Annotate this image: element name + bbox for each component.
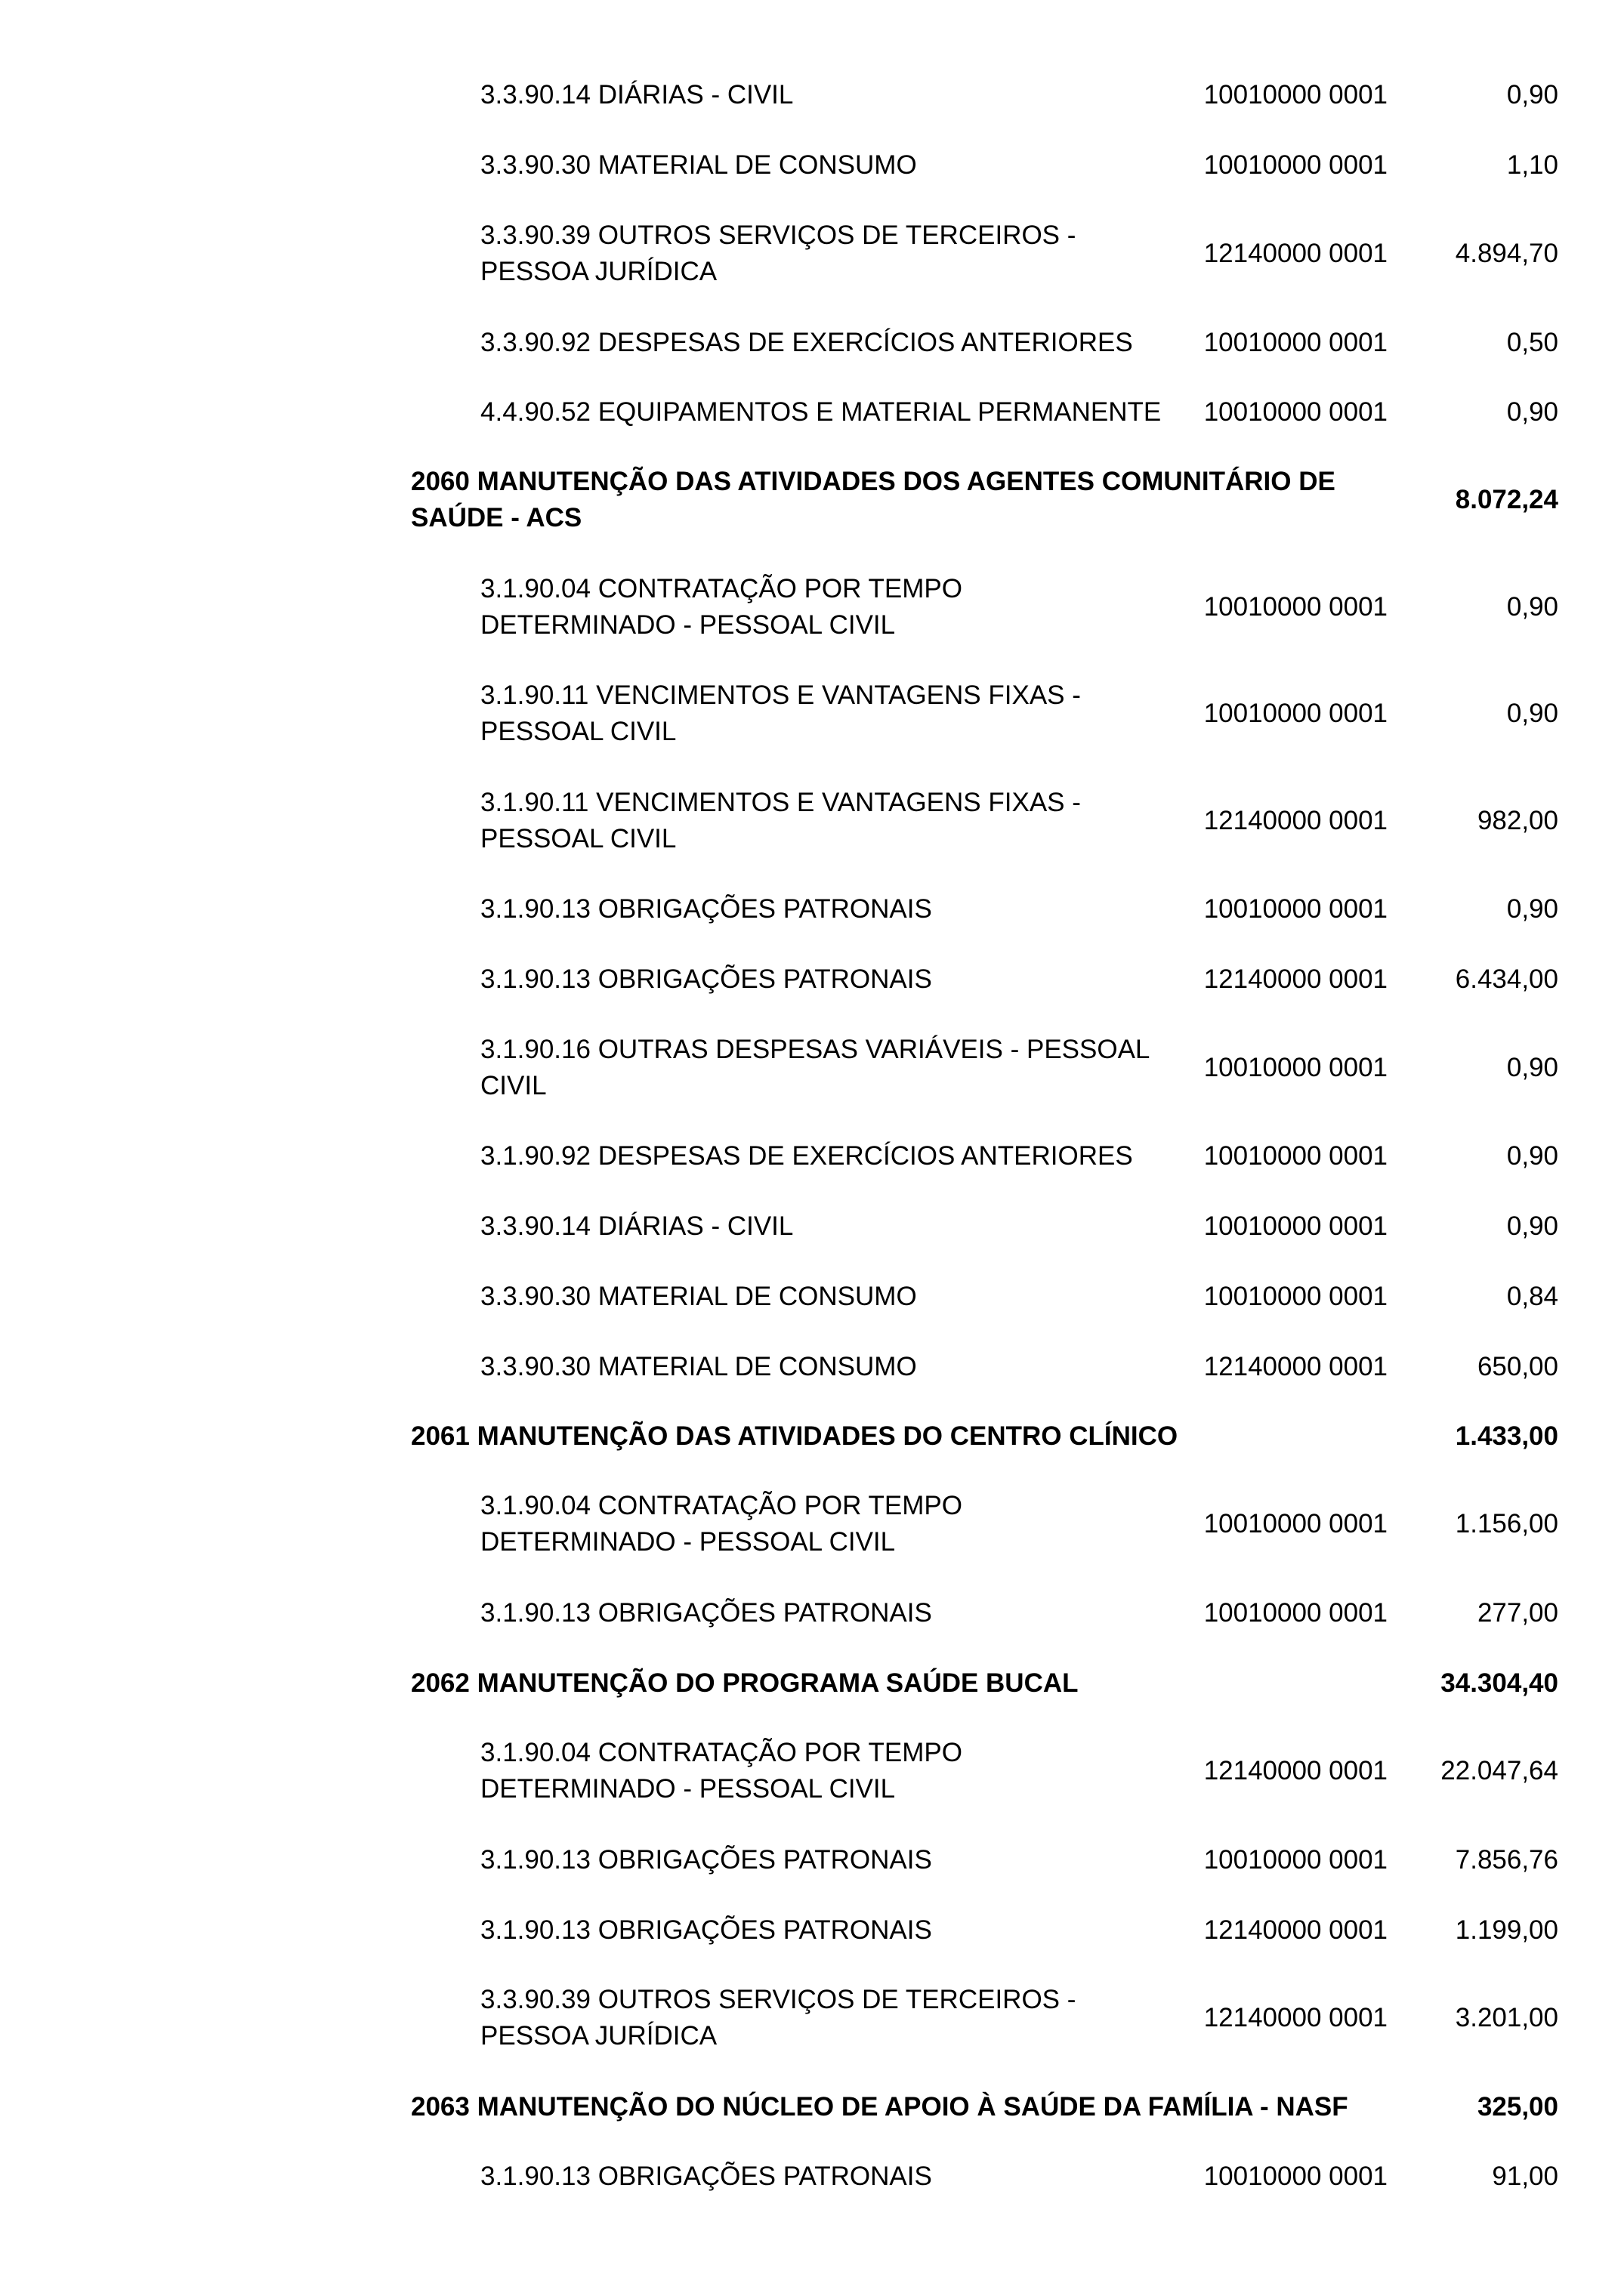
description-text: OUTROS SERVIÇOS DE TERCEIROS - xyxy=(597,221,1076,250)
resource-source: 10010000 0001 xyxy=(1203,1845,1388,1875)
description-line xyxy=(480,891,1198,927)
section-total: 325,00 xyxy=(1477,2092,1558,2122)
resource-source: 12140000 0001 xyxy=(1203,1756,1388,1785)
expense-code: 4.4.90.52 xyxy=(480,397,591,427)
resource-source: 10010000 0001 xyxy=(1203,2162,1388,2191)
expense-description xyxy=(480,325,1198,361)
resource-source: 10010000 0001 xyxy=(1203,80,1388,110)
expense-value: 0,90 xyxy=(1506,1053,1558,1082)
description-text: MANUTENÇÃO DO PROGRAMA SAÚDE BUCAL xyxy=(477,1668,1079,1698)
expense-description xyxy=(480,2159,1198,2195)
description-text: EQUIPAMENTOS E MATERIAL PERMANENTE xyxy=(597,397,1162,427)
expense-row xyxy=(0,394,1624,430)
expense-code: 3.3.90.92 xyxy=(480,328,591,357)
description-line xyxy=(480,1208,1198,1245)
expense-description xyxy=(480,1138,1198,1174)
description-line xyxy=(411,1665,1393,1702)
expense-code: 3.3.90.14 xyxy=(480,1211,591,1241)
description-line xyxy=(480,77,1198,113)
expense-code: 3.3.90.30 xyxy=(480,1352,591,1381)
description-line xyxy=(480,147,1198,184)
expense-code: 3.3.90.14 xyxy=(480,80,591,110)
expense-description xyxy=(480,1279,1198,1315)
expense-code: 3.1.90.13 xyxy=(480,1598,591,1628)
expense-value: 0,90 xyxy=(1506,1211,1558,1241)
description-line xyxy=(480,1068,1198,1104)
description-line xyxy=(480,2018,1198,2054)
description-text: CONTRATAÇÃO POR TEMPO xyxy=(597,1738,962,1767)
expense-description xyxy=(480,571,1198,643)
resource-source: 10010000 0001 xyxy=(1203,894,1388,924)
expense-code: 3.1.90.13 xyxy=(480,2162,591,2191)
expense-description xyxy=(480,1349,1198,1385)
description-line xyxy=(480,2159,1198,2195)
description-text: MANUTENÇÃO DO NÚCLEO DE APOIO À SAÚDE DA FAMÍLIA - NASF xyxy=(477,2092,1348,2122)
resource-source: 10010000 0001 xyxy=(1203,328,1388,357)
resource-source: 10010000 0001 xyxy=(1203,1053,1388,1082)
description-text: OBRIGAÇÕES PATRONAIS xyxy=(597,894,932,924)
expense-code: 3.3.90.30 xyxy=(480,150,591,180)
expense-row xyxy=(0,1982,1624,2054)
section-title xyxy=(411,1665,1393,1702)
description-text: VENCIMENTOS E VANTAGENS FIXAS - xyxy=(596,680,1081,710)
expense-description xyxy=(480,1208,1198,1245)
expense-value: 0,90 xyxy=(1506,80,1558,110)
expense-row xyxy=(0,1208,1624,1245)
resource-source: 12140000 0001 xyxy=(1203,806,1388,835)
expense-description xyxy=(480,1842,1198,1878)
description-text: OBRIGAÇÕES PATRONAIS xyxy=(597,2162,932,2191)
expense-description xyxy=(480,1735,1198,1807)
description-text: PESSOAL CIVIL xyxy=(480,824,677,853)
resource-source: 10010000 0001 xyxy=(1203,1141,1388,1171)
expense-code: 3.1.90.13 xyxy=(480,964,591,994)
expense-value: 0,90 xyxy=(1506,1141,1558,1171)
description-line xyxy=(480,1349,1198,1385)
expense-description xyxy=(480,1488,1198,1560)
description-line xyxy=(480,1982,1198,2018)
expense-value: 3.201,00 xyxy=(1455,2003,1558,2032)
description-line xyxy=(411,464,1393,500)
action-code: 2061 xyxy=(411,1421,470,1451)
expense-description xyxy=(480,1032,1198,1104)
expense-code: 3.1.90.04 xyxy=(480,1491,591,1520)
expense-description xyxy=(480,77,1198,113)
section-title xyxy=(411,1418,1393,1455)
description-text: OBRIGAÇÕES PATRONAIS xyxy=(597,1845,932,1875)
expense-code: 3.3.90.39 xyxy=(480,1985,591,2014)
description-text: OBRIGAÇÕES PATRONAIS xyxy=(597,964,932,994)
description-line xyxy=(480,1138,1198,1174)
resource-source: 10010000 0001 xyxy=(1203,592,1388,622)
description-text: MANUTENÇÃO DAS ATIVIDADES DO CENTRO CLÍNICO xyxy=(477,1421,1178,1451)
section-title xyxy=(411,464,1393,536)
expense-code: 3.1.90.04 xyxy=(480,1738,591,1767)
expense-row xyxy=(0,325,1624,361)
expense-description xyxy=(480,1982,1198,2054)
description-line xyxy=(480,961,1198,998)
description-line xyxy=(480,1842,1198,1878)
action-code: 2063 xyxy=(411,2092,470,2122)
resource-source: 12140000 0001 xyxy=(1203,964,1388,994)
expense-code: 3.1.90.04 xyxy=(480,574,591,603)
description-line xyxy=(480,785,1198,821)
description-line xyxy=(411,500,1393,536)
description-line xyxy=(480,571,1198,607)
section-total: 1.433,00 xyxy=(1455,1421,1558,1451)
resource-source: 12140000 0001 xyxy=(1203,1352,1388,1381)
description-text: PESSOA JURÍDICA xyxy=(480,257,718,286)
expense-row xyxy=(0,1279,1624,1315)
description-line xyxy=(480,1595,1198,1631)
resource-source: 10010000 0001 xyxy=(1203,1598,1388,1628)
description-line xyxy=(411,1418,1393,1455)
expense-description xyxy=(480,394,1198,430)
expense-description xyxy=(480,785,1198,857)
description-line xyxy=(480,821,1198,857)
expense-code: 3.1.90.11 xyxy=(480,680,589,710)
section-row xyxy=(0,1665,1624,1702)
description-text: OUTROS SERVIÇOS DE TERCEIROS - xyxy=(597,1985,1076,2014)
description-text: OBRIGAÇÕES PATRONAIS xyxy=(597,1598,932,1628)
resource-source: 10010000 0001 xyxy=(1203,1211,1388,1241)
expense-value: 7.856,76 xyxy=(1455,1845,1558,1875)
expense-value: 6.434,00 xyxy=(1455,964,1558,994)
expense-value: 0,50 xyxy=(1506,328,1558,357)
expense-row xyxy=(0,677,1624,750)
resource-source: 10010000 0001 xyxy=(1203,1509,1388,1538)
description-text: CONTRATAÇÃO POR TEMPO xyxy=(597,574,962,603)
description-text: DIÁRIAS - CIVIL xyxy=(597,80,794,110)
description-line xyxy=(480,254,1198,290)
expense-value: 0,90 xyxy=(1506,397,1558,427)
resource-source: 12140000 0001 xyxy=(1203,239,1388,268)
expense-row xyxy=(0,1912,1624,1949)
expense-row xyxy=(0,1488,1624,1560)
expense-description xyxy=(480,961,1198,998)
description-text: MATERIAL DE CONSUMO xyxy=(597,1352,917,1381)
expense-row xyxy=(0,785,1624,857)
description-text: MATERIAL DE CONSUMO xyxy=(597,1282,917,1311)
description-text: PESSOA JURÍDICA xyxy=(480,2021,718,2051)
expense-value: 1.156,00 xyxy=(1455,1509,1558,1538)
description-text: DETERMINADO - PESSOAL CIVIL xyxy=(480,610,896,640)
expense-row xyxy=(0,891,1624,927)
expense-row xyxy=(0,2159,1624,2195)
expense-row xyxy=(0,1595,1624,1631)
expense-value: 277,00 xyxy=(1477,1598,1558,1628)
section-total: 8.072,24 xyxy=(1455,485,1558,514)
description-text: MANUTENÇÃO DAS ATIVIDADES DOS AGENTES COMUNITÁRIO DE xyxy=(477,467,1335,496)
expense-value: 0,90 xyxy=(1506,894,1558,924)
description-text: OUTRAS DESPESAS VARIÁVEIS - PESSOAL xyxy=(597,1035,1150,1064)
expense-row xyxy=(0,147,1624,184)
section-row xyxy=(0,464,1624,536)
description-text: MATERIAL DE CONSUMO xyxy=(597,150,917,180)
expense-value: 22.047,64 xyxy=(1440,1756,1558,1785)
section-title xyxy=(411,2089,1393,2125)
resource-source: 10010000 0001 xyxy=(1203,699,1388,728)
expense-row xyxy=(0,1138,1624,1174)
description-line xyxy=(480,325,1198,361)
description-line xyxy=(480,714,1198,750)
expense-row xyxy=(0,77,1624,113)
expense-code: 3.3.90.30 xyxy=(480,1282,591,1311)
description-line xyxy=(480,607,1198,643)
resource-source: 12140000 0001 xyxy=(1203,2003,1388,2032)
expense-value: 1.199,00 xyxy=(1455,1915,1558,1945)
description-text: PESSOAL CIVIL xyxy=(480,717,677,746)
description-line xyxy=(411,2089,1393,2125)
action-code: 2062 xyxy=(411,1668,470,1698)
expense-row xyxy=(0,1842,1624,1878)
expense-code: 3.1.90.13 xyxy=(480,1915,591,1945)
expense-description xyxy=(480,891,1198,927)
resource-source: 12140000 0001 xyxy=(1203,1915,1388,1945)
section-total: 34.304,40 xyxy=(1440,1668,1558,1698)
description-line xyxy=(480,394,1198,430)
description-line xyxy=(480,1032,1198,1068)
expense-code: 3.1.90.13 xyxy=(480,894,591,924)
expense-row xyxy=(0,1032,1624,1104)
expense-value: 91,00 xyxy=(1492,2162,1558,2191)
expense-value: 1,10 xyxy=(1506,150,1558,180)
expense-code: 3.1.90.92 xyxy=(480,1141,591,1171)
expense-value: 982,00 xyxy=(1477,806,1558,835)
description-line xyxy=(480,1735,1198,1771)
section-row xyxy=(0,1418,1624,1455)
description-text: DESPESAS DE EXERCÍCIOS ANTERIORES xyxy=(597,328,1133,357)
description-text: OBRIGAÇÕES PATRONAIS xyxy=(597,1915,932,1945)
description-text: CONTRATAÇÃO POR TEMPO xyxy=(597,1491,962,1520)
expense-value: 0,84 xyxy=(1506,1282,1558,1311)
expense-row xyxy=(0,218,1624,290)
resource-source: 10010000 0001 xyxy=(1203,1282,1388,1311)
expense-row xyxy=(0,1735,1624,1807)
expense-value: 0,90 xyxy=(1506,592,1558,622)
expense-code: 3.1.90.11 xyxy=(480,788,589,817)
section-row xyxy=(0,2089,1624,2125)
expense-description xyxy=(480,218,1198,290)
expense-description xyxy=(480,677,1198,750)
expense-row xyxy=(0,1349,1624,1385)
expense-value: 4.894,70 xyxy=(1455,239,1558,268)
description-line xyxy=(480,1488,1198,1524)
description-text: VENCIMENTOS E VANTAGENS FIXAS - xyxy=(596,788,1081,817)
description-line xyxy=(480,1771,1198,1807)
expense-code: 3.3.90.39 xyxy=(480,221,591,250)
description-line xyxy=(480,218,1198,254)
description-text: SAÚDE - ACS xyxy=(411,503,582,532)
description-text: DETERMINADO - PESSOAL CIVIL xyxy=(480,1774,896,1804)
description-line xyxy=(480,677,1198,714)
description-text: DIÁRIAS - CIVIL xyxy=(597,1211,794,1241)
description-line xyxy=(480,1279,1198,1315)
description-text: DETERMINADO - PESSOAL CIVIL xyxy=(480,1527,896,1557)
resource-source: 10010000 0001 xyxy=(1203,397,1388,427)
description-line xyxy=(480,1524,1198,1560)
action-code: 2060 xyxy=(411,467,470,496)
expense-row xyxy=(0,571,1624,643)
expense-code: 3.1.90.13 xyxy=(480,1845,591,1875)
expense-code: 3.1.90.16 xyxy=(480,1035,591,1064)
description-line xyxy=(480,1912,1198,1949)
expense-description xyxy=(480,1595,1198,1631)
expense-description xyxy=(480,147,1198,184)
expense-value: 0,90 xyxy=(1506,699,1558,728)
resource-source: 10010000 0001 xyxy=(1203,150,1388,180)
expense-description xyxy=(480,1912,1198,1949)
expense-value: 650,00 xyxy=(1477,1352,1558,1381)
description-text: DESPESAS DE EXERCÍCIOS ANTERIORES xyxy=(597,1141,1133,1171)
expense-row xyxy=(0,961,1624,998)
description-text: CIVIL xyxy=(480,1071,547,1100)
